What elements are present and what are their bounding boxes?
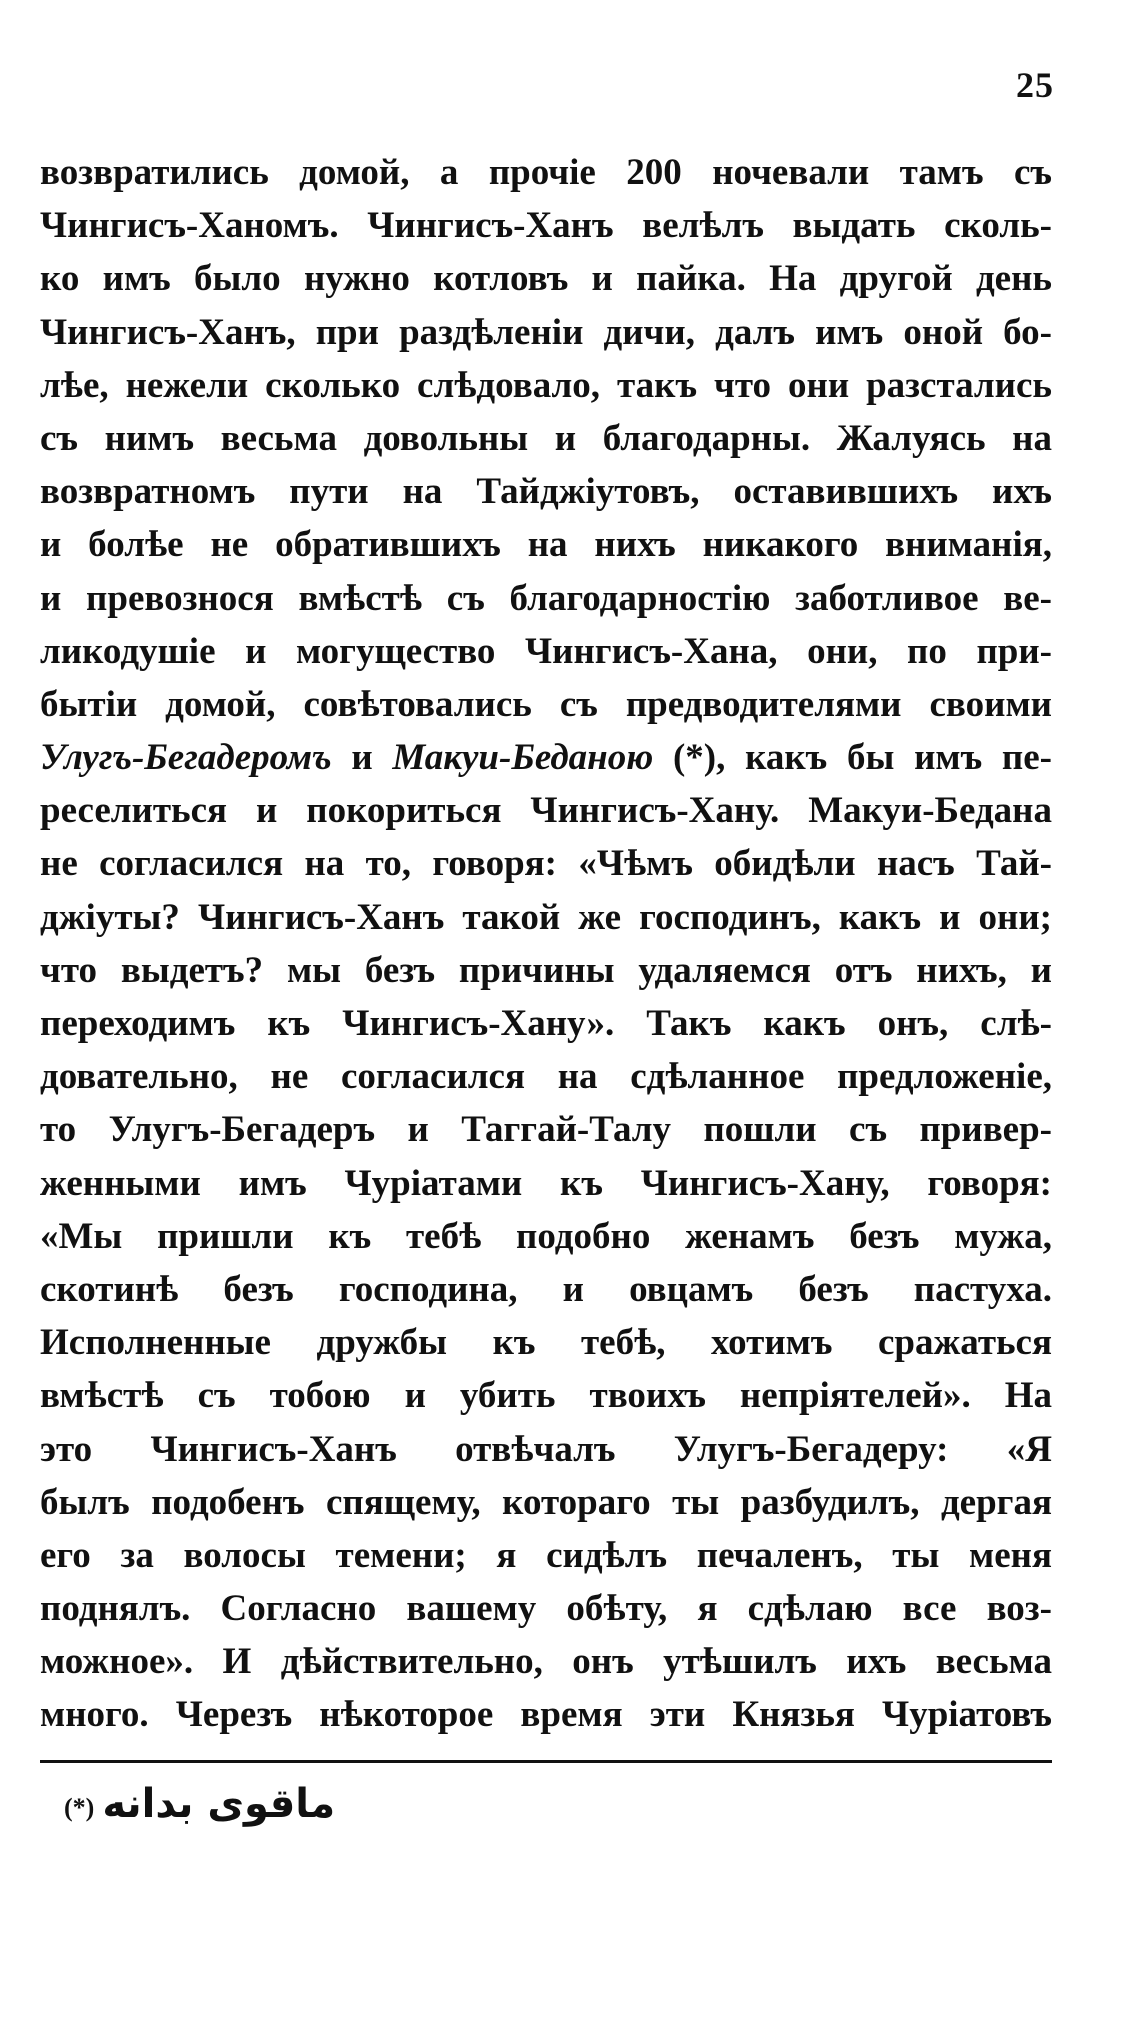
text-line: джіуты? Чингисъ-Ханъ такой же господинъ, какъ и они; (40, 896, 1052, 938)
footnote-marker: (*) (64, 1792, 95, 1822)
text-line: реселиться и покориться Чингисъ-Хану. Макуи-Бедана (40, 790, 1052, 832)
text-line: переходимъ къ Чингисъ-Хану». Такъ какъ онъ, слѣ- (40, 1003, 1052, 1044)
text-line: то Улугъ-Бегадеръ и Таггай-Талу пошли съ привер- (40, 1109, 1052, 1151)
footnote-arabic-text: ماقوى بدانه (102, 1781, 336, 1827)
text-line: бытіи домой, совѣтовались съ предводителями своими (40, 683, 1052, 725)
name-ulug-begader: Улугъ-Бегадеромъ (40, 737, 332, 779)
page-number: 25 (1016, 65, 1054, 105)
text-line: возвратномъ пути на Тайджіутовъ, оставившихъ ихъ (40, 471, 1052, 513)
text-line: что выдетъ? мы безъ причины удаляемся отъ нихъ, и (40, 949, 1052, 991)
text-line: скотинѣ безъ господина, и овцамъ безъ пастуха. (40, 1268, 1052, 1310)
text-line: ликодушіе и могущество Чингисъ-Хана, они, по при- (40, 630, 1052, 672)
footnote (64, 1780, 335, 1827)
text-line: Исполненные дружбы къ тебѣ, хотимъ сражаться (40, 1322, 1052, 1364)
text-line: довательно, не согласился на сдѣланное предложеніе, (40, 1056, 1052, 1098)
name-makui-bedana: Макуи-Беданою (392, 737, 654, 779)
footnote-divider (40, 1760, 1052, 1763)
body-text (40, 146, 1052, 1742)
text-line: много. Черезъ нѣкоторое время эти Князья Чуріатовъ (40, 1694, 1052, 1736)
line-tail: (*), какъ бы имъ пе- (653, 737, 1052, 779)
text-line: женными имъ Чуріатами къ Чингисъ-Хану, говоря: (40, 1162, 1052, 1204)
text-line: возвратились домой, а прочіе 200 ночевали тамъ съ (40, 152, 1052, 193)
text-line: можное». И дѣйствительно, онъ утѣшилъ ихъ весьма (40, 1641, 1052, 1683)
text-line: вмѣстѣ съ тобою и убить твоихъ непріятелей». На (40, 1375, 1052, 1417)
text-line: ко имъ было нужно котловъ и пайка. На другой день (40, 258, 1052, 300)
text-line: лѣе, нежели сколько слѣдовало, такъ что они разстались (40, 364, 1052, 406)
text-line: Чингисъ-Ханъ, при раздѣленіи дичи, далъ имъ оной бо- (40, 311, 1052, 353)
text-line: «Мы пришли къ тебѣ подобно женамъ безъ мужа, (40, 1215, 1052, 1257)
text-line: съ нимъ весьма довольны и благодарны. Жалуясь на (40, 417, 1052, 459)
text-line: Чингисъ-Ханомъ. Чингисъ-Ханъ велѣлъ выдать сколь- (40, 205, 1052, 247)
text-line: былъ подобенъ спящему, котораго ты разбудилъ, дергая (40, 1481, 1052, 1523)
text-line: и превознося вмѣстѣ съ благодарностію заботливое ве- (40, 577, 1052, 619)
text-line: его за волосы темени; я сидѣлъ печаленъ, ты меня (40, 1534, 1052, 1576)
text-line: это Чингисъ-Ханъ отвѣчалъ Улугъ-Бегадеру: «Я (40, 1428, 1052, 1470)
text-line-with-names (40, 731, 1052, 784)
line-connector: и (331, 737, 393, 779)
text-line: не согласился на то, говоря: «Чѣмъ обидѣли насъ Тай- (40, 843, 1052, 885)
text-line: поднялъ. Согласно вашему обѣту, я сдѣлаю все воз- (40, 1588, 1052, 1630)
text-line: и болѣе не обратившихъ на нихъ никакого вниманія, (40, 524, 1052, 566)
